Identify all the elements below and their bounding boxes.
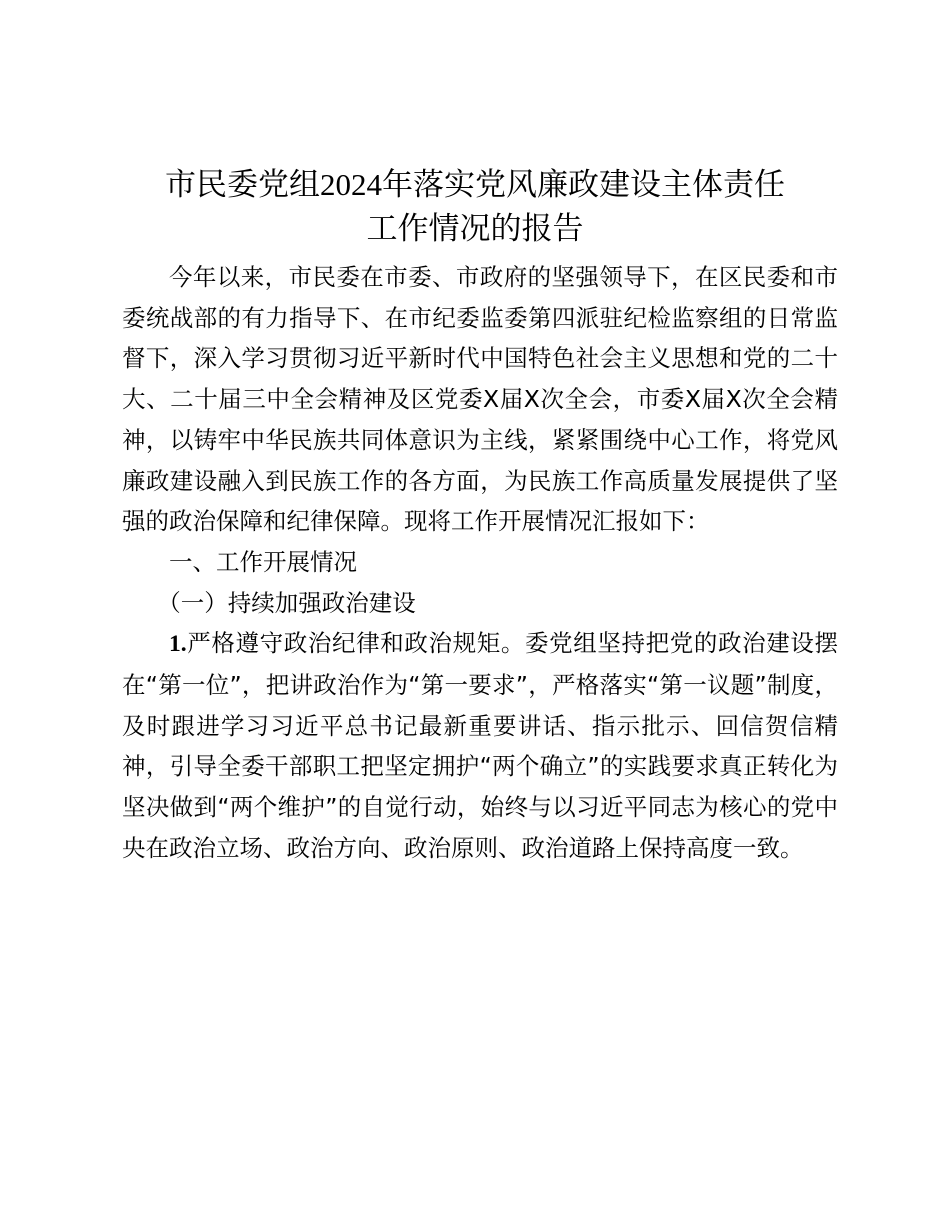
title-line1-suffix: 年落实党风廉政建设主体责任	[382, 167, 785, 203]
item-paragraph	[122, 623, 838, 868]
title-line2: 工作情况的报告	[366, 211, 584, 247]
intro-paragraph: 今年以来，市民委在市委、市政府的坚强领导下，在区民委和市委统战部的有力指导下、在市纪委监委第四派驻纪检监察组的日常监督下，深入学习贯彻习近平新时代中国特色社会主义思想和党的二十大、二十届三中全会精神及区党委X届X次全会，市委X届X次全会精神，以铸牢中华民族共同体意识为主线，紧紧围绕中心工作，将党风廉政建设融入到民族工作的各方面，为民族工作高质量发展提供了坚强的政治保障和纪律保障。现将工作开展情况汇报如下：	[122, 263, 838, 536]
document-title	[95, 163, 855, 251]
section-heading: 一、工作开展情况	[169, 547, 357, 576]
item-text: 严格遵守政治纪律和政治规矩。委党组坚持把党的政治建设摆在“第一位”，把讲政治作为“第一要求”，严格落实“第一议题”制度，及时跟进学习习近平总书记最新重要讲话、指示批示、回信贺信精神，引导全委干部职工把坚定拥护“两个确立”的实践要求真正转化为坚决做到“两个维护”的自觉行动，始终与以习近平同志为核心的党中央在政治立场、政治方向、政治原则、政治道路上保持高度一致。	[122, 629, 838, 862]
item-number: 1.	[169, 631, 187, 658]
subsection-heading: （一）持续加强政治建设	[157, 588, 416, 617]
title-year: 2024	[320, 167, 382, 202]
title-line1-prefix: 市民委党组	[165, 167, 320, 203]
document-body	[122, 257, 838, 869]
